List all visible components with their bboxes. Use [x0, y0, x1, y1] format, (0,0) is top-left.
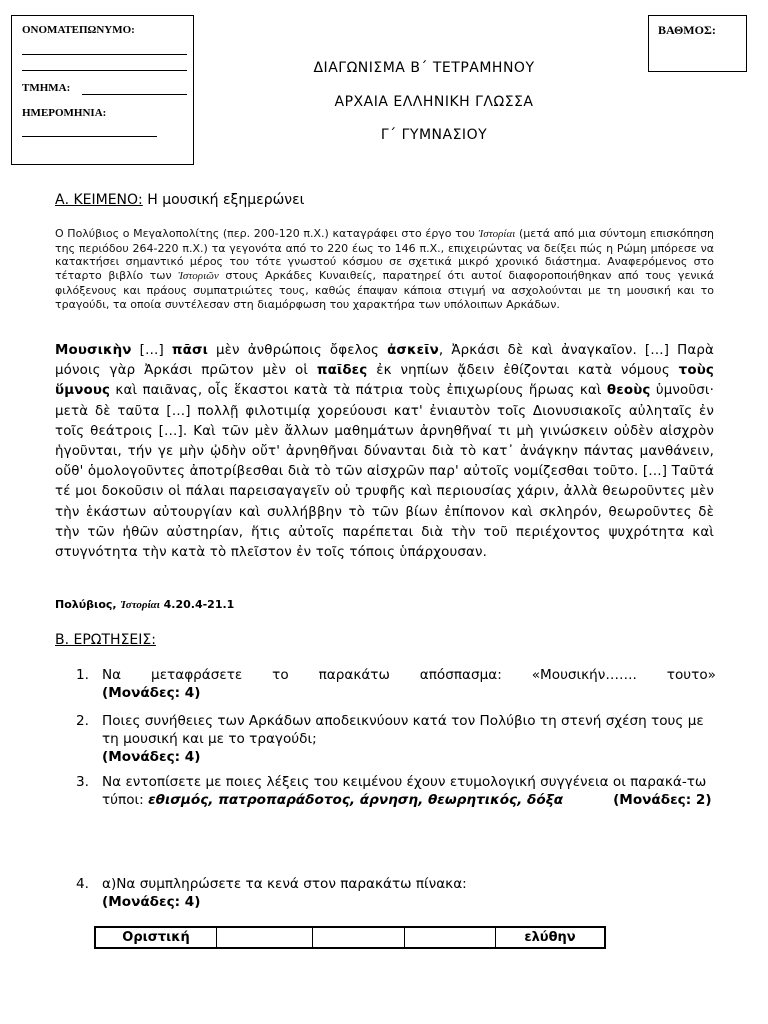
ancient-text-segment: ὑμνοῦσι· μετὰ δὲ ταῦτα […] πολλῇ φιλοτιμίᾳ χορεύουσι κατ' ἐνιαυτὸν τοῖς Διονυσιακοῖς αὐληταῖς ἐν τοῖς θεάτροις […]. Καὶ τῶν μὲν ἄλλων μαθημάτων ἀρνηθῆναί τι μὴ γινώσκειν οὐδὲν αἰσχρὸν ἡγοῦνται, τήν γε μὴν ᾠδὴν οὔτ' ἀρνηθῆναι δύνανται διὰ τὸ κατ᾽ ἀνάγκην πάντας μανθάνειν, οὔθ' ὁμολογοῦντες ἀποτρίβεσθαι διὰ τὸ τῶν αἰσχρῶν παρ' αὐτοῖς νομίζεσθαι τοῦτο. […] Ταῦτά τέ μοι δοκοῦσιν οἱ πάλαι παρεισαγαγεῖν οὐ τρυφῆς καὶ περιουσίας χάριν, ἀλλὰ θεωροῦντες μὲν τὴν ἑκάστων αὐτουργίαν καὶ συλλήββην τὸ τῶν βίων ἐπίπονον καὶ σκληρόν, θεωροῦντες δὲ τὴν τῶν ἠθῶν αὐστηρίαν, ἥτις αὐτοῖς παρέπεται διὰ τὴν τοῦ περιέχοντος ψυχρότητα καὶ στυγνότητα τὴν κατὰ τὸ πλεῖστον ἐν τοῖς τόποις ὑπάρχουσαν. [55, 383, 714, 561]
grade-level-title: Γ΄ ΓΥΜΝΑΣΙΟΥ [380, 127, 488, 143]
ancient-text-segment: […] [131, 343, 172, 358]
intro-text: στους Αρκάδες Κυναιθείς, παρατηρεί ότι αυτοί διαφοροποιήθηκαν από τους γενικά φιλόξενους και πράους συμπατριώτες τους, καθώς έπαψαν κάποια στιγμή να ασχολούνται με τη μουσική και το τραγούδι, τα οποία συντέλεσαν στη διαμόρφωση του χαρακτήρα των υπόλοιπων Αρκάδων. [55, 269, 714, 311]
ancient-greek-text [55, 341, 714, 563]
question-2-text: Ποιες συνήθειες των Αρκάδων αποδεικνύουν κατά τον Πολύβιο τη στενή σχέση τους με τη μουσική και με το τραγούδι; [102, 713, 704, 747]
question-marks: (Μονάδες: 2) [613, 792, 712, 808]
ancient-text-segment: μὲν ἀνθρώποις ὄφελος [207, 343, 388, 358]
question-1-word: απόσπασμα: [419, 667, 502, 683]
emphasized-word: ἀσκεῖν [387, 343, 439, 358]
section-b-heading [55, 632, 156, 648]
question-number: 1. [76, 667, 89, 683]
grade-label: ΒΑΘΜΟΣ: [658, 23, 716, 37]
text-source [55, 598, 234, 611]
question-1 [76, 666, 716, 702]
table-cell: Οριστική [96, 928, 217, 947]
section-a-label: Α. ΚΕΙΜΕΝΟ: [55, 192, 143, 208]
emphasized-word: Μουσικὴν [55, 343, 132, 358]
intro-work-title: Ἱστοριῶν [178, 270, 219, 283]
verb-table [94, 926, 606, 949]
question-marks: (Μονάδες: 4) [102, 894, 201, 910]
question-number: 2. [76, 713, 89, 729]
section-a-heading [55, 192, 304, 208]
exam-title: ΔΙΑΓΩΝΙΣΜΑ Β΄ ΤΕΤΡΑΜΗΝΟΥ [313, 60, 535, 76]
question-1-text [102, 666, 716, 684]
name-label: ΟΝΟΜΑΤΕΠΩΝΥΜΟ: [22, 24, 135, 36]
question-1-word: «Μουσικήν……. [531, 667, 637, 683]
question-4 [76, 875, 716, 911]
source-reference: 4.20.4-21.1 [159, 598, 235, 611]
question-1-word: τουτο» [666, 667, 716, 683]
class-label: ΤΜΗΜΑ: [22, 82, 71, 94]
source-work: Ἱστορίαι [120, 599, 160, 611]
emphasized-word: τοὺς ὕμνους [55, 363, 714, 399]
name-line-1[interactable] [22, 54, 187, 55]
ancient-text-segment: ἐκ νηπίων ᾄδειν ἐθίζονται κατὰ νόμους [367, 363, 679, 379]
question-1-word: Να [102, 667, 122, 683]
question-marks: (Μονάδες: 4) [102, 685, 201, 701]
section-a-title: Η μουσική εξημερώνει [142, 192, 305, 208]
ancient-text-segment: καὶ παιᾶνας, οἷς ἕκαστοι κατὰ τὰ πάτρια τοὺς ἐπιχωρίους ἥρωας καὶ [110, 383, 607, 399]
emphasized-word: πᾶσι [171, 343, 208, 358]
intro-text: (μετά από μια σύντομη επισκόπηση της περιόδου 264-220 π.Χ.) τα γεγονότα από το 220 έως το 146 π.Χ., επιχειρώντας να δείξει πώς η Ρώμη μπόρεσε να κατακτήσει σημαντικό μέρος του τότε γνωστού κόσμου σε σχετικά μικρό χρονικό διάστημα. Αναφερόμενος στο τέταρτο βιβλίο των [55, 227, 715, 283]
subject-title: ΑΡΧΑΙΑ ΕΛΛΗΝΙΚΗ ΓΛΩΣΣΑ [334, 94, 534, 110]
table-cell-blank[interactable] [405, 928, 496, 947]
question-3-terms: εθισμός, πατροπαράδοτος, άρνηση, θεωρητικός, δόξα [148, 792, 564, 808]
question-1-word: παρακάτω [318, 667, 390, 683]
question-number: 4. [76, 876, 89, 892]
table-cell-blank[interactable] [313, 928, 405, 947]
question-1-word: το [272, 667, 289, 683]
source-author: Πολύβιος, [55, 598, 121, 611]
intro-work-title: Ἱστορίαι [478, 228, 516, 240]
table-cell-blank[interactable] [217, 928, 313, 947]
emphasized-word: παῖδες [316, 363, 368, 379]
intro-paragraph [55, 227, 714, 311]
intro-text: Ο Πολύβιος ο Μεγαλοπολίτης (περ. 200-120 π.Χ.) καταγράφει στο έργο του [55, 227, 479, 240]
question-4-text: α)Να συμπληρώσετε τα κενά στον παρακάτω πίνακα: [102, 876, 467, 892]
question-2 [76, 712, 716, 766]
question-marks: (Μονάδες: 4) [102, 749, 201, 765]
date-label: ΗΜΕΡΟΜΗΝΙΑ: [22, 107, 107, 119]
emphasized-word: θεοὺς [606, 383, 651, 399]
ancient-text-segment: , Ἀρκάσι δὲ καὶ ἀναγκαῖον. […] Παρὰ μόνοις γὰρ Ἀρκάσι πρῶτον μὲν οἱ [55, 343, 714, 379]
question-1-word: μεταφράσετε [151, 667, 243, 683]
table-cell: ελύθην [524, 930, 576, 945]
question-number: 3. [76, 774, 89, 790]
section-b-label: Β. ΕΡΩΤΗΣΕΙΣ: [55, 632, 156, 648]
question-3-text: Να εντοπίσετε με ποιες λέξεις του κειμένου έχουν ετυμολογική συγγένεια οι παρακά-τω τύποι: [102, 774, 707, 808]
question-3 [76, 773, 716, 809]
